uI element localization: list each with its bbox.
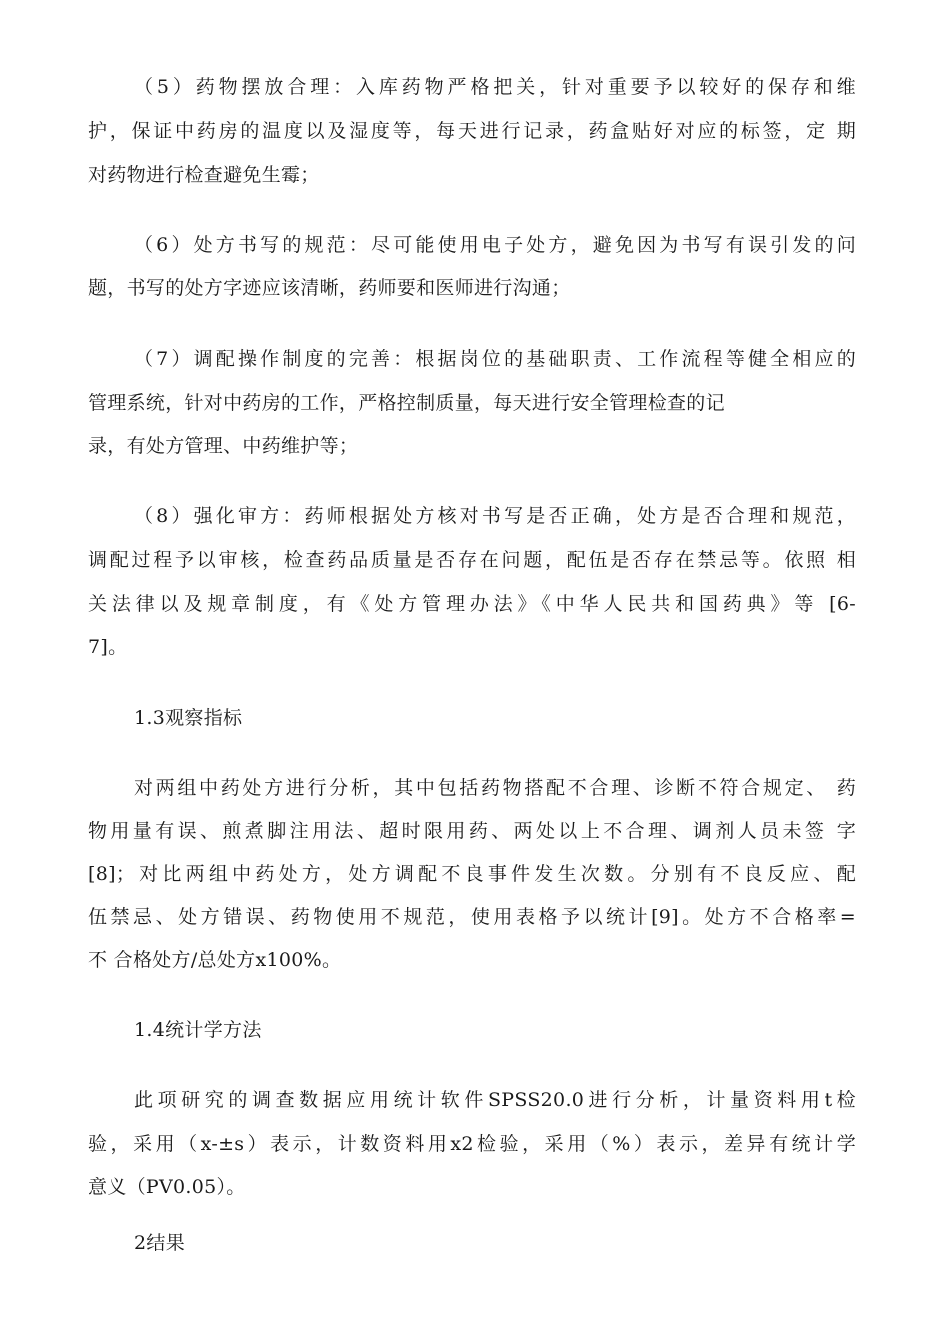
observation-line-4: 伍禁忌、处方错误、药物使用不规范，使用表格予以统计[9]。处方不合格率= (88, 906, 856, 928)
paragraph-6-line-1: （6）处方书写的规范：尽可能使用电子处方，避免因为书写有误引发的问 (134, 234, 856, 256)
paragraph-5-line-3: 对药物进行检查避免生霉； (88, 164, 320, 186)
statistics-line-1: 此项研究的调查数据应用统计软件SPSS20.0进行分析，计量资料用t检 (134, 1089, 856, 1111)
observation-line-1: 对两组中药处方进行分析，其中包括药物搭配不合理、诊断不符合规定、 药 (134, 777, 856, 799)
section-heading-2: 2结果 (134, 1232, 185, 1254)
observation-line-3: [8]；对比两组中药处方，处方调配不良事件发生次数。分别有不良反应、配 (88, 863, 856, 885)
paragraph-5-line-2: 护，保证中药房的温度以及湿度等，每天进行记录，药盒贴好对应的标签，定 期 (88, 120, 856, 142)
paragraph-7-line-1: （7）调配操作制度的完善：根据岗位的基础职责、工作流程等健全相应的 (134, 348, 856, 370)
paragraph-7-line-2: 管理系统，针对中药房的工作，严格控制质量，每天进行安全管理检查的记 (88, 392, 725, 414)
section-heading-1-3: 1.3观察指标 (134, 707, 243, 729)
paragraph-8-line-2: 调配过程予以审核，检查药品质量是否存在问题，配伍是否存在禁忌等。依照 相 (88, 549, 856, 571)
paragraph-8-line-1: （8）强化审方：药师根据处方核对书写是否正确，处方是否合理和规范， (134, 505, 856, 527)
paragraph-6-line-2: 题，书写的处方字迹应该清晰，药师要和医师进行沟通； (88, 277, 571, 299)
paragraph-8-line-3: 关法律以及规章制度，有《处方管理办法》《中华人民共和国药典》等 [6- (88, 593, 856, 615)
paragraph-5-line-1: （5）药物摆放合理：入库药物严格把关，针对重要予以较好的保存和维 (134, 76, 856, 98)
observation-line-5: 不 合格处方/总处方x100%。 (88, 949, 342, 971)
statistics-line-3: 意义（PV0.05）。 (88, 1176, 246, 1198)
observation-line-2: 物用量有误、煎煮脚注用法、超时限用药、两处以上不合理、调剂人员未签 字 (88, 820, 856, 842)
statistics-line-2: 验，采用（x-±s）表示，计数资料用x2检验，采用（%）表示，差异有统计学 (88, 1133, 856, 1155)
section-heading-1-4: 1.4统计学方法 (134, 1019, 262, 1041)
paragraph-8-line-4: 7]。 (88, 636, 128, 658)
paragraph-7-line-3: 录，有处方管理、中药维护等； (88, 435, 359, 457)
